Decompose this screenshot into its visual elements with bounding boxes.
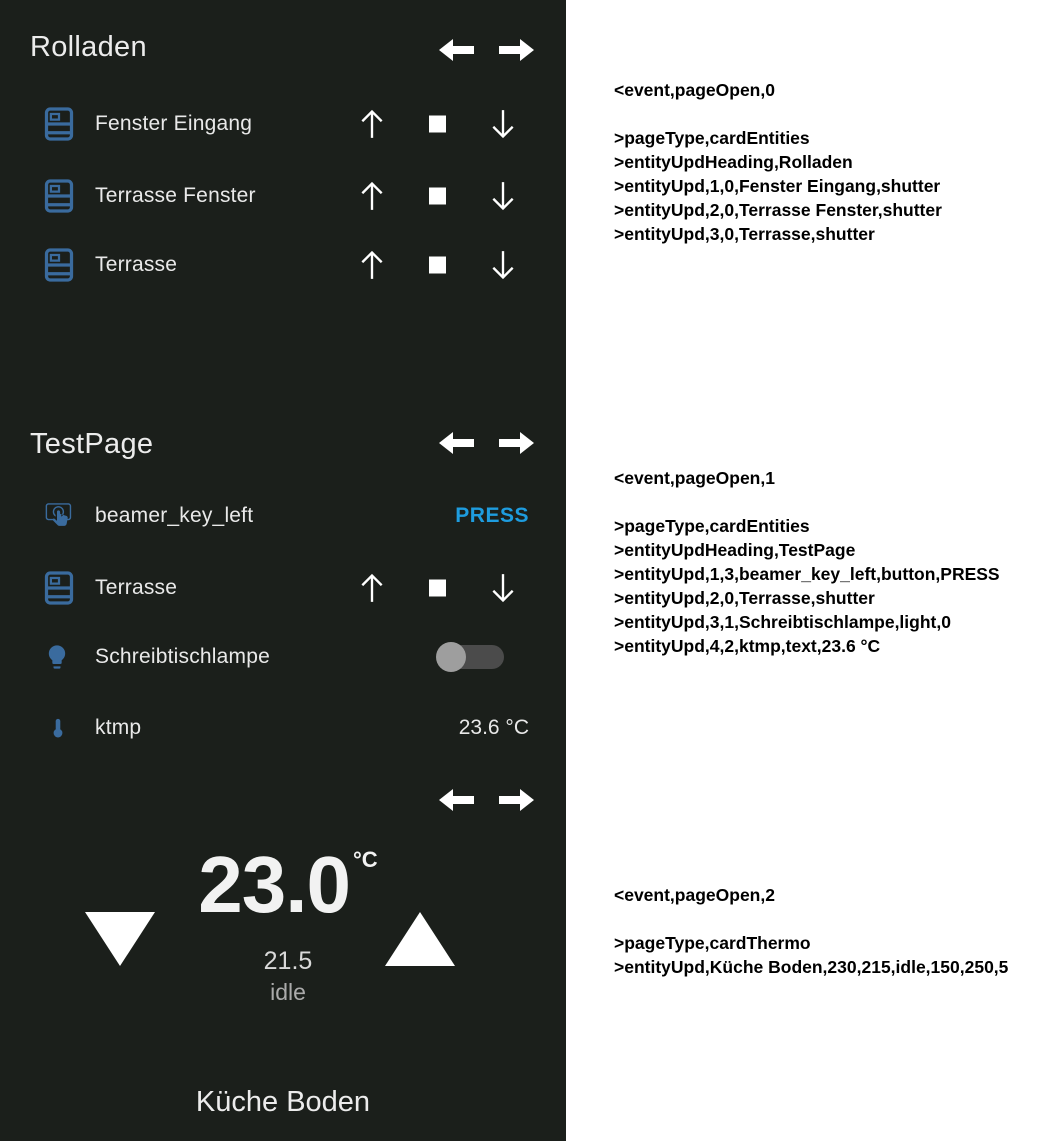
hvac-state: idle xyxy=(270,979,306,1005)
nav-next-icon[interactable] xyxy=(497,786,537,814)
light-toggle-switch[interactable] xyxy=(436,642,506,672)
page-nav xyxy=(436,36,537,64)
protocol-line: >entityUpd,1,3,beamer_key_left,button,PRESS xyxy=(614,564,1000,584)
protocol-line: >entityUpd,Küche Boden,230,215,idle,150,250,5 xyxy=(614,957,1009,977)
shutter-up-button[interactable] xyxy=(355,106,389,142)
page-nav xyxy=(436,429,537,457)
current-temperature-value: 23.0 xyxy=(198,840,350,929)
protocol-line: >pageType,cardEntities xyxy=(614,516,810,536)
protocol-line: >entityUpd,3,0,Terrasse,shutter xyxy=(614,224,875,244)
protocol-block-page0 xyxy=(614,78,942,246)
shutter-up-button[interactable] xyxy=(355,178,389,214)
protocol-line: >pageType,cardEntities xyxy=(614,128,810,148)
gesture-tap-button-icon xyxy=(38,499,76,533)
protocol-line: >entityUpd,2,0,Terrasse Fenster,shutter xyxy=(614,200,942,220)
protocol-line: >pageType,cardThermo xyxy=(614,933,811,953)
lightbulb-icon xyxy=(43,642,71,673)
protocol-line: >entityUpd,1,0,Fenster Eingang,shutter xyxy=(614,176,941,196)
press-button[interactable]: PRESS xyxy=(455,504,529,527)
entity-label: beamer_key_left xyxy=(95,504,254,527)
shutter-stop-button[interactable] xyxy=(429,580,446,597)
shutter-down-button[interactable] xyxy=(486,178,520,214)
nav-prev-icon[interactable] xyxy=(436,429,476,457)
entity-label: Terrasse xyxy=(95,576,178,599)
protocol-line: >entityUpdHeading,Rolladen xyxy=(614,152,853,172)
temperature-unit: °C xyxy=(353,847,378,872)
thermometer-icon xyxy=(47,712,69,744)
window-shutter-icon xyxy=(44,179,74,214)
page-title: TestPage xyxy=(30,428,154,460)
protocol-line: >entityUpd,4,2,ktmp,text,23.6 °C xyxy=(614,636,881,656)
shutter-down-button[interactable] xyxy=(486,247,520,283)
window-shutter-icon xyxy=(44,571,74,606)
shutter-up-button[interactable] xyxy=(355,570,389,606)
card-testpage xyxy=(0,395,566,770)
protocol-event-line: <event,pageOpen,1 xyxy=(614,468,775,488)
entity-label: Terrasse xyxy=(95,253,178,276)
thermostat-name: Küche Boden xyxy=(195,1086,371,1118)
nav-prev-icon[interactable] xyxy=(436,36,476,64)
entity-label: ktmp xyxy=(95,716,142,739)
shutter-stop-button[interactable] xyxy=(429,116,446,133)
toggle-knob xyxy=(436,642,466,672)
entity-label: Schreibtischlampe xyxy=(95,645,270,668)
protocol-line: >entityUpd,2,0,Terrasse,shutter xyxy=(614,588,875,608)
window-shutter-icon xyxy=(44,248,74,283)
entity-row-fenster-eingang xyxy=(0,100,566,148)
shutter-stop-button[interactable] xyxy=(429,257,446,274)
shutter-down-button[interactable] xyxy=(486,106,520,142)
entity-row-ktmp xyxy=(0,704,566,752)
entity-label: Terrasse Fenster xyxy=(95,184,256,207)
entity-row-beamer-key-left xyxy=(0,492,566,540)
protocol-event-line: <event,pageOpen,0 xyxy=(614,80,775,100)
card-thermo xyxy=(0,770,566,1141)
protocol-block-page1 xyxy=(614,466,1000,658)
protocol-line: >entityUpd,3,1,Schreibtischlampe,light,0 xyxy=(614,612,951,632)
target-temperature: 21.5 xyxy=(263,947,313,975)
entity-label: Fenster Eingang xyxy=(95,112,253,135)
protocol-event-line: <event,pageOpen,2 xyxy=(614,885,775,905)
entity-row-schreibtischlampe xyxy=(0,633,566,681)
shutter-up-button[interactable] xyxy=(355,247,389,283)
card-rolladen xyxy=(0,0,566,395)
shutter-stop-button[interactable] xyxy=(429,188,446,205)
page-nav xyxy=(436,786,537,814)
entity-row-terrasse-fenster xyxy=(0,172,566,220)
entity-row-terrasse xyxy=(0,241,566,289)
nav-next-icon[interactable] xyxy=(497,36,537,64)
entity-value: 23.6 °C xyxy=(458,716,529,739)
protocol-line: >entityUpdHeading,TestPage xyxy=(614,540,856,560)
window-shutter-icon xyxy=(44,107,74,142)
protocol-block-page2 xyxy=(614,883,1008,979)
page-title: Rolladen xyxy=(30,31,147,63)
protocol-column xyxy=(566,0,1045,1141)
nav-next-icon[interactable] xyxy=(497,429,537,457)
nav-prev-icon[interactable] xyxy=(436,786,476,814)
shutter-down-button[interactable] xyxy=(486,570,520,606)
entity-row-terrasse xyxy=(0,564,566,612)
